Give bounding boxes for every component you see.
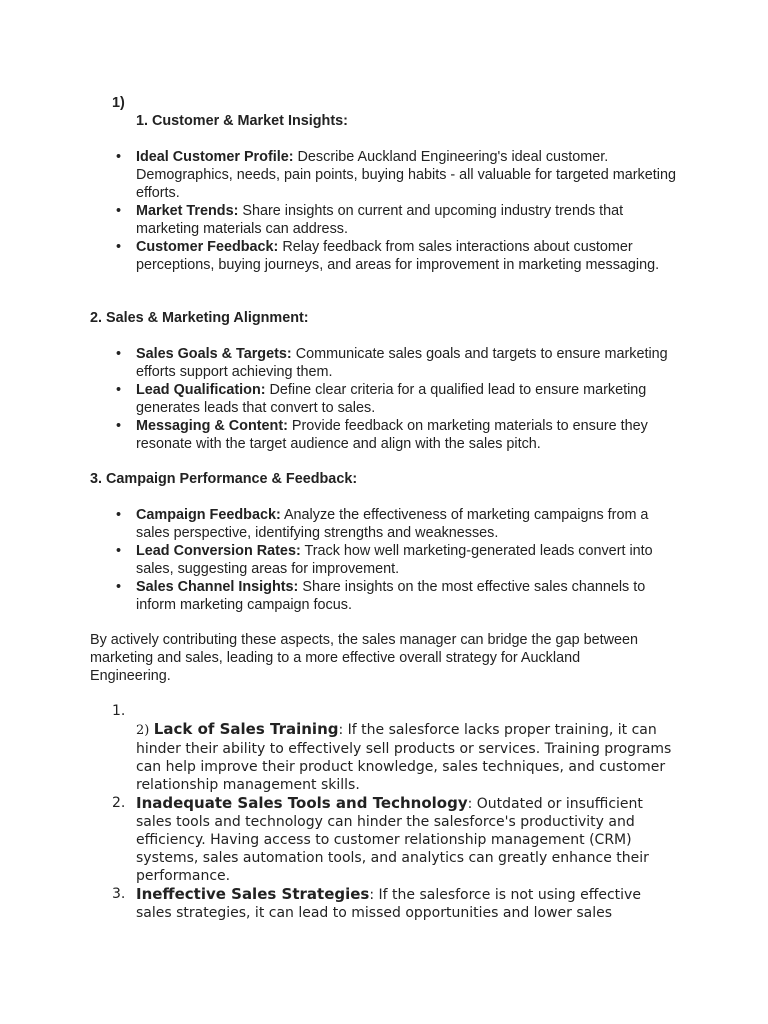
list-item xyxy=(116,381,684,417)
campaign-list xyxy=(116,506,684,614)
list-item-text: Relay feedback from sales interactions about customer perceptions, buying journeys, and areas for improvement in marketing messaging. xyxy=(136,239,660,273)
conclusion-paragraph: By actively contributing these aspects, the sales manager can bridge the gap between marketing and sales, leading to a more effective overall strategy for Auckland Engineering. xyxy=(90,632,638,684)
bullet-icon: • xyxy=(116,149,122,165)
list-item xyxy=(116,148,684,202)
sales-challenges-list xyxy=(112,702,681,922)
list-item xyxy=(116,506,684,542)
list-item xyxy=(116,202,684,238)
list-item-term: Ideal Customer Profile: xyxy=(136,149,294,165)
list-item-text: Communicate sales goals and targets to ensure marketing efforts support achieving them. xyxy=(136,346,668,380)
bullet-icon: • xyxy=(116,382,122,398)
section-heading-customer-market: 1. Customer & Market Insights: xyxy=(136,113,348,129)
list-item-number: 2. xyxy=(112,795,126,811)
list-item-term: Messaging & Content: xyxy=(136,418,288,434)
customer-insights-list xyxy=(116,148,684,274)
list-item-term: Lead Qualification: xyxy=(136,382,266,398)
list-item-term: Sales Channel Insights: xyxy=(136,579,299,595)
list-item-term: Inadequate Sales Tools and Technology xyxy=(136,794,468,812)
list-item-prefix: 2) xyxy=(136,723,150,738)
bullet-icon: • xyxy=(116,203,122,219)
list-item-text: Provide feedback on marketing materials to ensure they resonate with the target audience and align with the sales pitch. xyxy=(136,418,648,452)
list-item-text: Define clear criteria for a qualified lead to ensure marketing generates leads that convert to sales. xyxy=(136,382,647,416)
list-item xyxy=(116,345,684,381)
list-item-term: Campaign Feedback: xyxy=(136,507,281,523)
list-item-term: Customer Feedback: xyxy=(136,239,279,255)
list-item-text: Share insights on the most effective sales channels to inform marketing campaign focus. xyxy=(136,579,646,613)
list-item-text: Track how well marketing-generated leads convert into sales, suggesting areas for improvement. xyxy=(136,543,653,577)
list-item-text: : If the salesforce lacks proper training, it can hinder their ability to effectively sell products or services. Training programs can help improve their product knowledge, sales techniques, and customer relationship management skills. xyxy=(136,722,672,793)
bullet-icon: • xyxy=(116,346,122,362)
list-item-text: Describe Auckland Engineering's ideal customer. Demographics, needs, pain points, buying habits - all valuable for targeted marketing efforts. xyxy=(136,149,676,201)
list-number: 1) xyxy=(112,95,125,111)
bullet-icon: • xyxy=(116,239,122,255)
list-item-number: 1. xyxy=(112,703,126,719)
section-heading-campaign: 3. Campaign Performance & Feedback: xyxy=(90,471,358,487)
list-item-text: Analyze the effectiveness of marketing campaigns from a sales perspective, identifying strengths and weaknesses. xyxy=(136,507,649,541)
list-item-term: Lead Conversion Rates: xyxy=(136,543,301,559)
list-item-term: Sales Goals & Targets: xyxy=(136,346,292,362)
list-item xyxy=(116,578,684,614)
alignment-list xyxy=(116,345,684,453)
list-item xyxy=(112,702,681,794)
list-item-text: : If the salesforce is not using effective sales strategies, it can lead to missed opportunities and lower sales xyxy=(136,887,641,921)
list-item-text: : Outdated or insufficient sales tools and technology can hinder the salesforce's productivity and efficiency. Having access to customer relationship management (CRM) systems, sales automation tools, and analytics can greatly enhance their performance. xyxy=(136,796,649,884)
list-item xyxy=(112,794,681,885)
list-item-term: Market Trends: xyxy=(136,203,239,219)
list-item xyxy=(116,542,684,578)
list-item-text: Share insights on current and upcoming industry trends that marketing materials can address. xyxy=(136,203,624,237)
list-item-number: 3. xyxy=(112,886,126,902)
list-item-term: Lack of Sales Training xyxy=(153,720,339,738)
list-item xyxy=(116,417,684,453)
list-item xyxy=(116,238,684,274)
section-heading-sales-marketing: 2. Sales & Marketing Alignment: xyxy=(90,310,309,326)
bullet-icon: • xyxy=(116,418,122,434)
bullet-icon: • xyxy=(116,543,122,559)
list-item-term: Ineffective Sales Strategies xyxy=(136,885,370,903)
bullet-icon: • xyxy=(116,579,122,595)
list-item xyxy=(112,885,681,922)
bullet-icon: • xyxy=(116,507,122,523)
